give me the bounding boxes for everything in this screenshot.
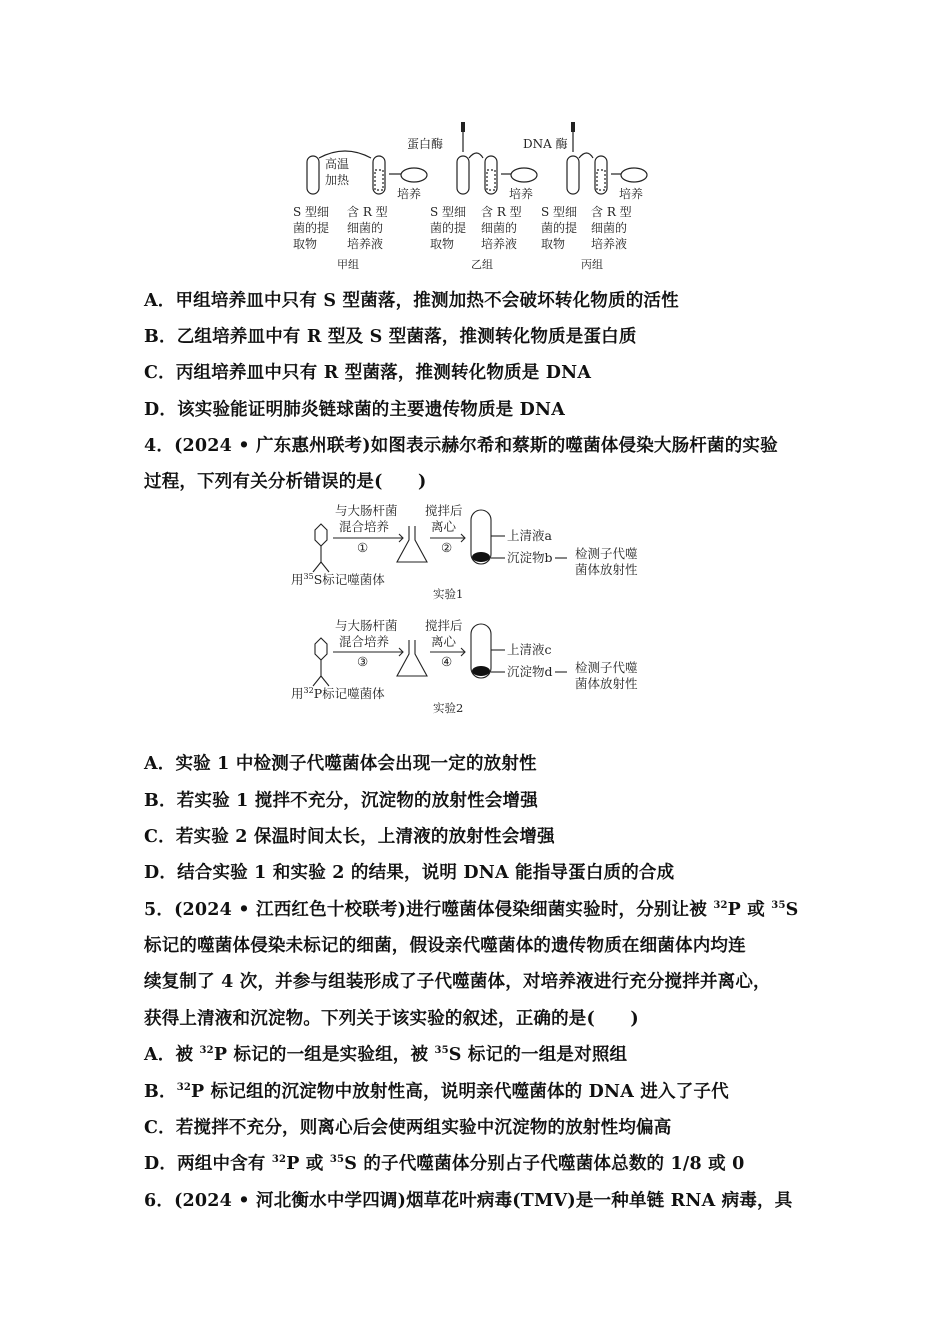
q5-stem-line1: 5．(2024 • 江西红色十校联考)进行噬菌体侵染细菌实验时，分别让被 $^{32}$P 或 $^{35}$S <box>144 900 799 920</box>
culture-label-3: 培养 <box>619 187 644 201</box>
exp2-step-b: ④ <box>441 654 453 669</box>
q5-option-b: B．$^{32}$P 标记组的沉淀物中放射性高，说明亲代噬菌体的 DNA 进入了子代 <box>144 1082 729 1102</box>
exp2-sediment: 沉淀物d <box>507 664 553 679</box>
q6-stem-line1: 6．(2024 • 河北衡水中学四调)烟草花叶病毒(TMV)是一种单链 RNA 病毒，具 <box>144 1191 793 1211</box>
exp2-stir-2: 离心 <box>431 634 457 649</box>
heat-label-2: 加热 <box>325 173 350 187</box>
group-bing: 丙组 <box>581 258 603 271</box>
exp1-mix-1: 与大肠杆菌 <box>335 503 398 518</box>
q5-option-c: C．若搅拌不充分，则离心后会使两组实验中沉淀物的放射性均偏高 <box>144 1118 672 1138</box>
transformation-experiment-figure <box>285 118 665 274</box>
s-extract-2a: S 型细 <box>430 205 467 219</box>
q3-option-b: B．乙组培养皿中有 R 型及 S 型菌落，推测转化物质是蛋白质 <box>144 327 637 347</box>
exp2-supernatant: 上清液c <box>507 642 552 657</box>
q5-stem-line4: 获得上清液和沉淀物。下列关于该实验的叙述，正确的是( ) <box>144 1009 639 1029</box>
exp1-detect-1: 检测子代噬 <box>575 546 638 561</box>
r-medium-2b: 细菌的 <box>481 221 518 235</box>
dnase-label: DNA 酶 <box>523 137 568 151</box>
culture-label-2: 培养 <box>509 187 534 201</box>
s-extract-1a: S 型细 <box>293 205 330 219</box>
exp1-stir-2: 离心 <box>431 519 457 534</box>
q5-stem-line3: 续复制了 4 次，并参与组装形成了子代噬菌体，对培养液进行充分搅拌并离心， <box>144 972 771 992</box>
r-medium-3b: 细菌的 <box>591 221 628 235</box>
exp2-detect-1: 检测子代噬 <box>575 660 638 675</box>
exp1-supernatant: 上清液a <box>507 528 552 543</box>
protease-label: 蛋白酶 <box>407 137 444 151</box>
s-extract-3c: 取物 <box>541 237 566 251</box>
exp1-detect-2: 菌体放射性 <box>575 562 638 577</box>
exp1-title: 实验1 <box>433 587 464 601</box>
phage-experiment-figure <box>285 500 665 720</box>
s-extract-3b: 菌的提 <box>541 221 578 235</box>
exp1-label: 用$^{35}$S标记噬菌体 <box>291 572 385 587</box>
exp2-title: 实验2 <box>433 701 464 715</box>
s-extract-3a: S 型细 <box>541 205 578 219</box>
group-jia: 甲组 <box>337 258 359 271</box>
exp1-mix-2: 混合培养 <box>339 519 390 534</box>
exp1-stir-1: 搅拌后 <box>425 503 463 518</box>
exp2-label: 用$^{32}$P标记噬菌体 <box>291 686 385 701</box>
r-medium-3c: 培养液 <box>591 237 628 251</box>
r-medium-2c: 培养液 <box>481 237 518 251</box>
s-extract-2b: 菌的提 <box>430 221 467 235</box>
s-extract-2c: 取物 <box>430 237 455 251</box>
q3-option-c: C．丙组培养皿中只有 R 型菌落，推测转化物质是 DNA <box>144 363 592 383</box>
q5-option-a: A．被 $^{32}$P 标记的一组是实验组，被 $^{35}$S 标记的一组是对照组 <box>144 1045 628 1065</box>
q4-option-d: D．结合实验 1 和实验 2 的结果，说明 DNA 能指导蛋白质的合成 <box>144 863 675 883</box>
q4-option-c: C．若实验 2 保温时间太长，上清液的放射性会增强 <box>144 827 555 847</box>
r-medium-1c: 培养液 <box>347 237 384 251</box>
q4-option-a: A．实验 1 中检测子代噬菌体会出现一定的放射性 <box>144 754 537 774</box>
q5-option-d: D．两组中含有 $^{32}$P 或 $^{35}$S 的子代噬菌体分别占子代噬菌体总数的 1/8 或 0 <box>144 1154 745 1174</box>
r-medium-1a: 含 R 型 <box>347 205 388 219</box>
exp1-step-b: ② <box>441 540 453 555</box>
exp1-step-a: ① <box>357 540 369 555</box>
r-medium-3a: 含 R 型 <box>591 205 632 219</box>
q4-stem-line2: 过程，下列有关分析错误的是( ) <box>144 472 427 492</box>
exp2-detect-2: 菌体放射性 <box>575 676 638 691</box>
q5-stem-line2: 标记的噬菌体侵染未标记的细菌，假设亲代噬菌体的遗传物质在细菌体内均连 <box>144 936 746 956</box>
exp2-mix-1: 与大肠杆菌 <box>335 618 398 633</box>
exp2-step-a: ③ <box>357 654 369 669</box>
group-yi: 乙组 <box>471 258 493 271</box>
s-extract-1b: 菌的提 <box>293 221 330 235</box>
q4-stem-line1: 4．(2024 • 广东惠州联考)如图表示赫尔希和蔡斯的噬菌体侵染大肠杆菌的实验 <box>144 436 778 456</box>
culture-label-1: 培养 <box>397 187 422 201</box>
exp2-stir-1: 搅拌后 <box>425 618 463 633</box>
exp2-mix-2: 混合培养 <box>339 634 390 649</box>
r-medium-1b: 细菌的 <box>347 221 384 235</box>
q4-option-b: B．若实验 1 搅拌不充分，沉淀物的放射性会增强 <box>144 791 538 811</box>
q3-option-a: A．甲组培养皿中只有 S 型菌落，推测加热不会破坏转化物质的活性 <box>144 291 679 311</box>
s-extract-1c: 取物 <box>293 237 318 251</box>
exp1-sediment: 沉淀物b <box>507 550 553 565</box>
r-medium-2a: 含 R 型 <box>481 205 522 219</box>
q3-option-d: D．该实验能证明肺炎链球菌的主要遗传物质是 DNA <box>144 400 566 420</box>
heat-label-1: 高温 <box>325 157 350 171</box>
